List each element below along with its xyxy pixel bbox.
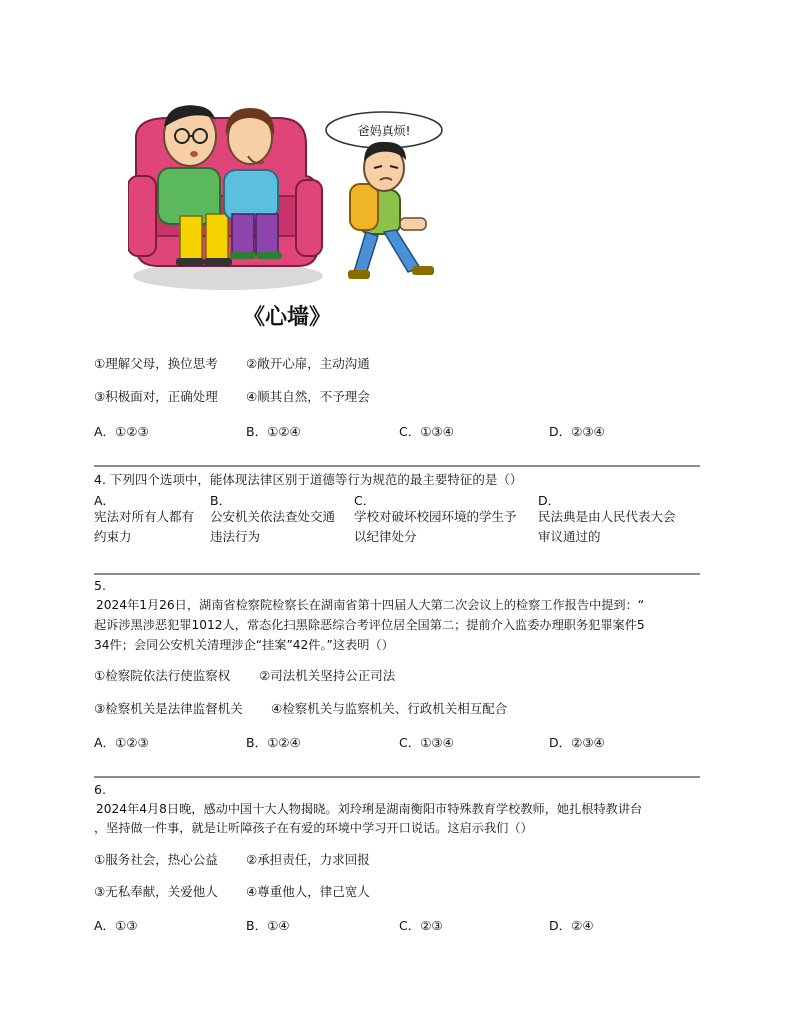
speech-bubble-text: 爸妈真烦!: [357, 124, 411, 138]
q5-statement-3: ③检察机关是法律监督机关: [94, 701, 243, 716]
q5-option-d[interactable]: D．②③④: [549, 735, 605, 750]
q3-statement-2: ②敞开心扉，主动沟通: [246, 356, 370, 371]
q5-number: 5.: [94, 578, 106, 593]
q6-stem-line-1: 2024年4月8日晚，感动中国十大人物揭晓。刘玲琍是湖南衡阳市特殊教育学校教师，她扎根特教讲台: [96, 802, 643, 816]
q3-statement-1: ①理解父母，换位思考: [94, 356, 218, 371]
q6-option-c[interactable]: C．②③: [399, 918, 443, 933]
q6-option-d[interactable]: D．②④: [549, 918, 594, 933]
cartoon-caption: 《心墙》: [243, 304, 332, 330]
divider: [94, 465, 700, 467]
divider: [94, 776, 700, 778]
q4-option-a-text: 宪法对所有人都有 约束力: [94, 509, 195, 544]
q4-option-b-text: 公安机关依法查处交通 违法行为: [210, 509, 336, 544]
q5-stem-line-1: 2024年1月26日，湖南省检察院检察长在湖南省第十四届人大第二次会议上的检察工作报告中提到：“: [96, 598, 645, 612]
q6-number: 6.: [94, 782, 106, 797]
q3-option-b[interactable]: B．①②④: [246, 424, 301, 439]
q4-option-d-text: 民法典是由人民代表大会 审议通过的: [538, 509, 676, 544]
q3-statement-3: ③积极面对，正确处理: [94, 389, 218, 404]
q3-option-a[interactable]: A．①②③: [94, 424, 149, 439]
q5-stem-line-3: 34件；会同公安机关清理涉企“挂案”42件。”这表明（）: [94, 638, 394, 652]
q4-option-c-text: 学校对破坏校园环境的学生予 以纪律处分: [354, 509, 517, 544]
q5-option-a[interactable]: A．①②③: [94, 735, 149, 750]
q3-option-d[interactable]: D．②③④: [549, 424, 605, 439]
q5-statement-1: ①检察院依法行使监察权: [94, 668, 231, 683]
q5-statement-4: ④检察机关与监察机关、行政机关相互配合: [271, 701, 508, 716]
divider: [94, 573, 700, 575]
q4-letter-a[interactable]: A．: [94, 493, 116, 508]
q6-option-b[interactable]: B．①④: [246, 918, 290, 933]
q5-stem-line-2: 起诉涉黑涉恶犯罪1012人，常态化扫黑除恶综合考评位居全国第二；提前介入监委办理职务犯罪案件5: [94, 618, 645, 632]
q6-statement-3: ③无私奉献，关爱他人: [94, 884, 218, 899]
q4-letter-b[interactable]: B．: [210, 493, 232, 508]
q5-option-b[interactable]: B．①②④: [246, 735, 301, 750]
q6-statement-2: ②承担责任，力求回报: [246, 852, 370, 867]
q4-letter-d[interactable]: D．: [538, 493, 561, 508]
q6-statement-4: ④尊重他人，律己宽人: [246, 884, 370, 899]
q6-option-a[interactable]: A．①③: [94, 918, 138, 933]
q3-statement-4: ④顺其自然，不予理会: [246, 389, 370, 404]
cartoon-illustration: [128, 96, 458, 296]
q6-stem-line-2: ，坚持做一件事，就是让听障孩子在有爱的环境中学习开口说话。这启示我们（）: [94, 821, 533, 835]
q3-option-c[interactable]: C．①③④: [399, 424, 454, 439]
q4-letter-c[interactable]: C．: [354, 493, 376, 508]
q4-stem: 4. 下列四个选项中，能体现法律区别于道德等行为规范的最主要特征的是（）: [94, 472, 523, 487]
q5-option-c[interactable]: C．①③④: [399, 735, 454, 750]
q5-statement-2: ②司法机关坚持公正司法: [259, 668, 396, 683]
q6-statement-1: ①服务社会，热心公益: [94, 852, 218, 867]
